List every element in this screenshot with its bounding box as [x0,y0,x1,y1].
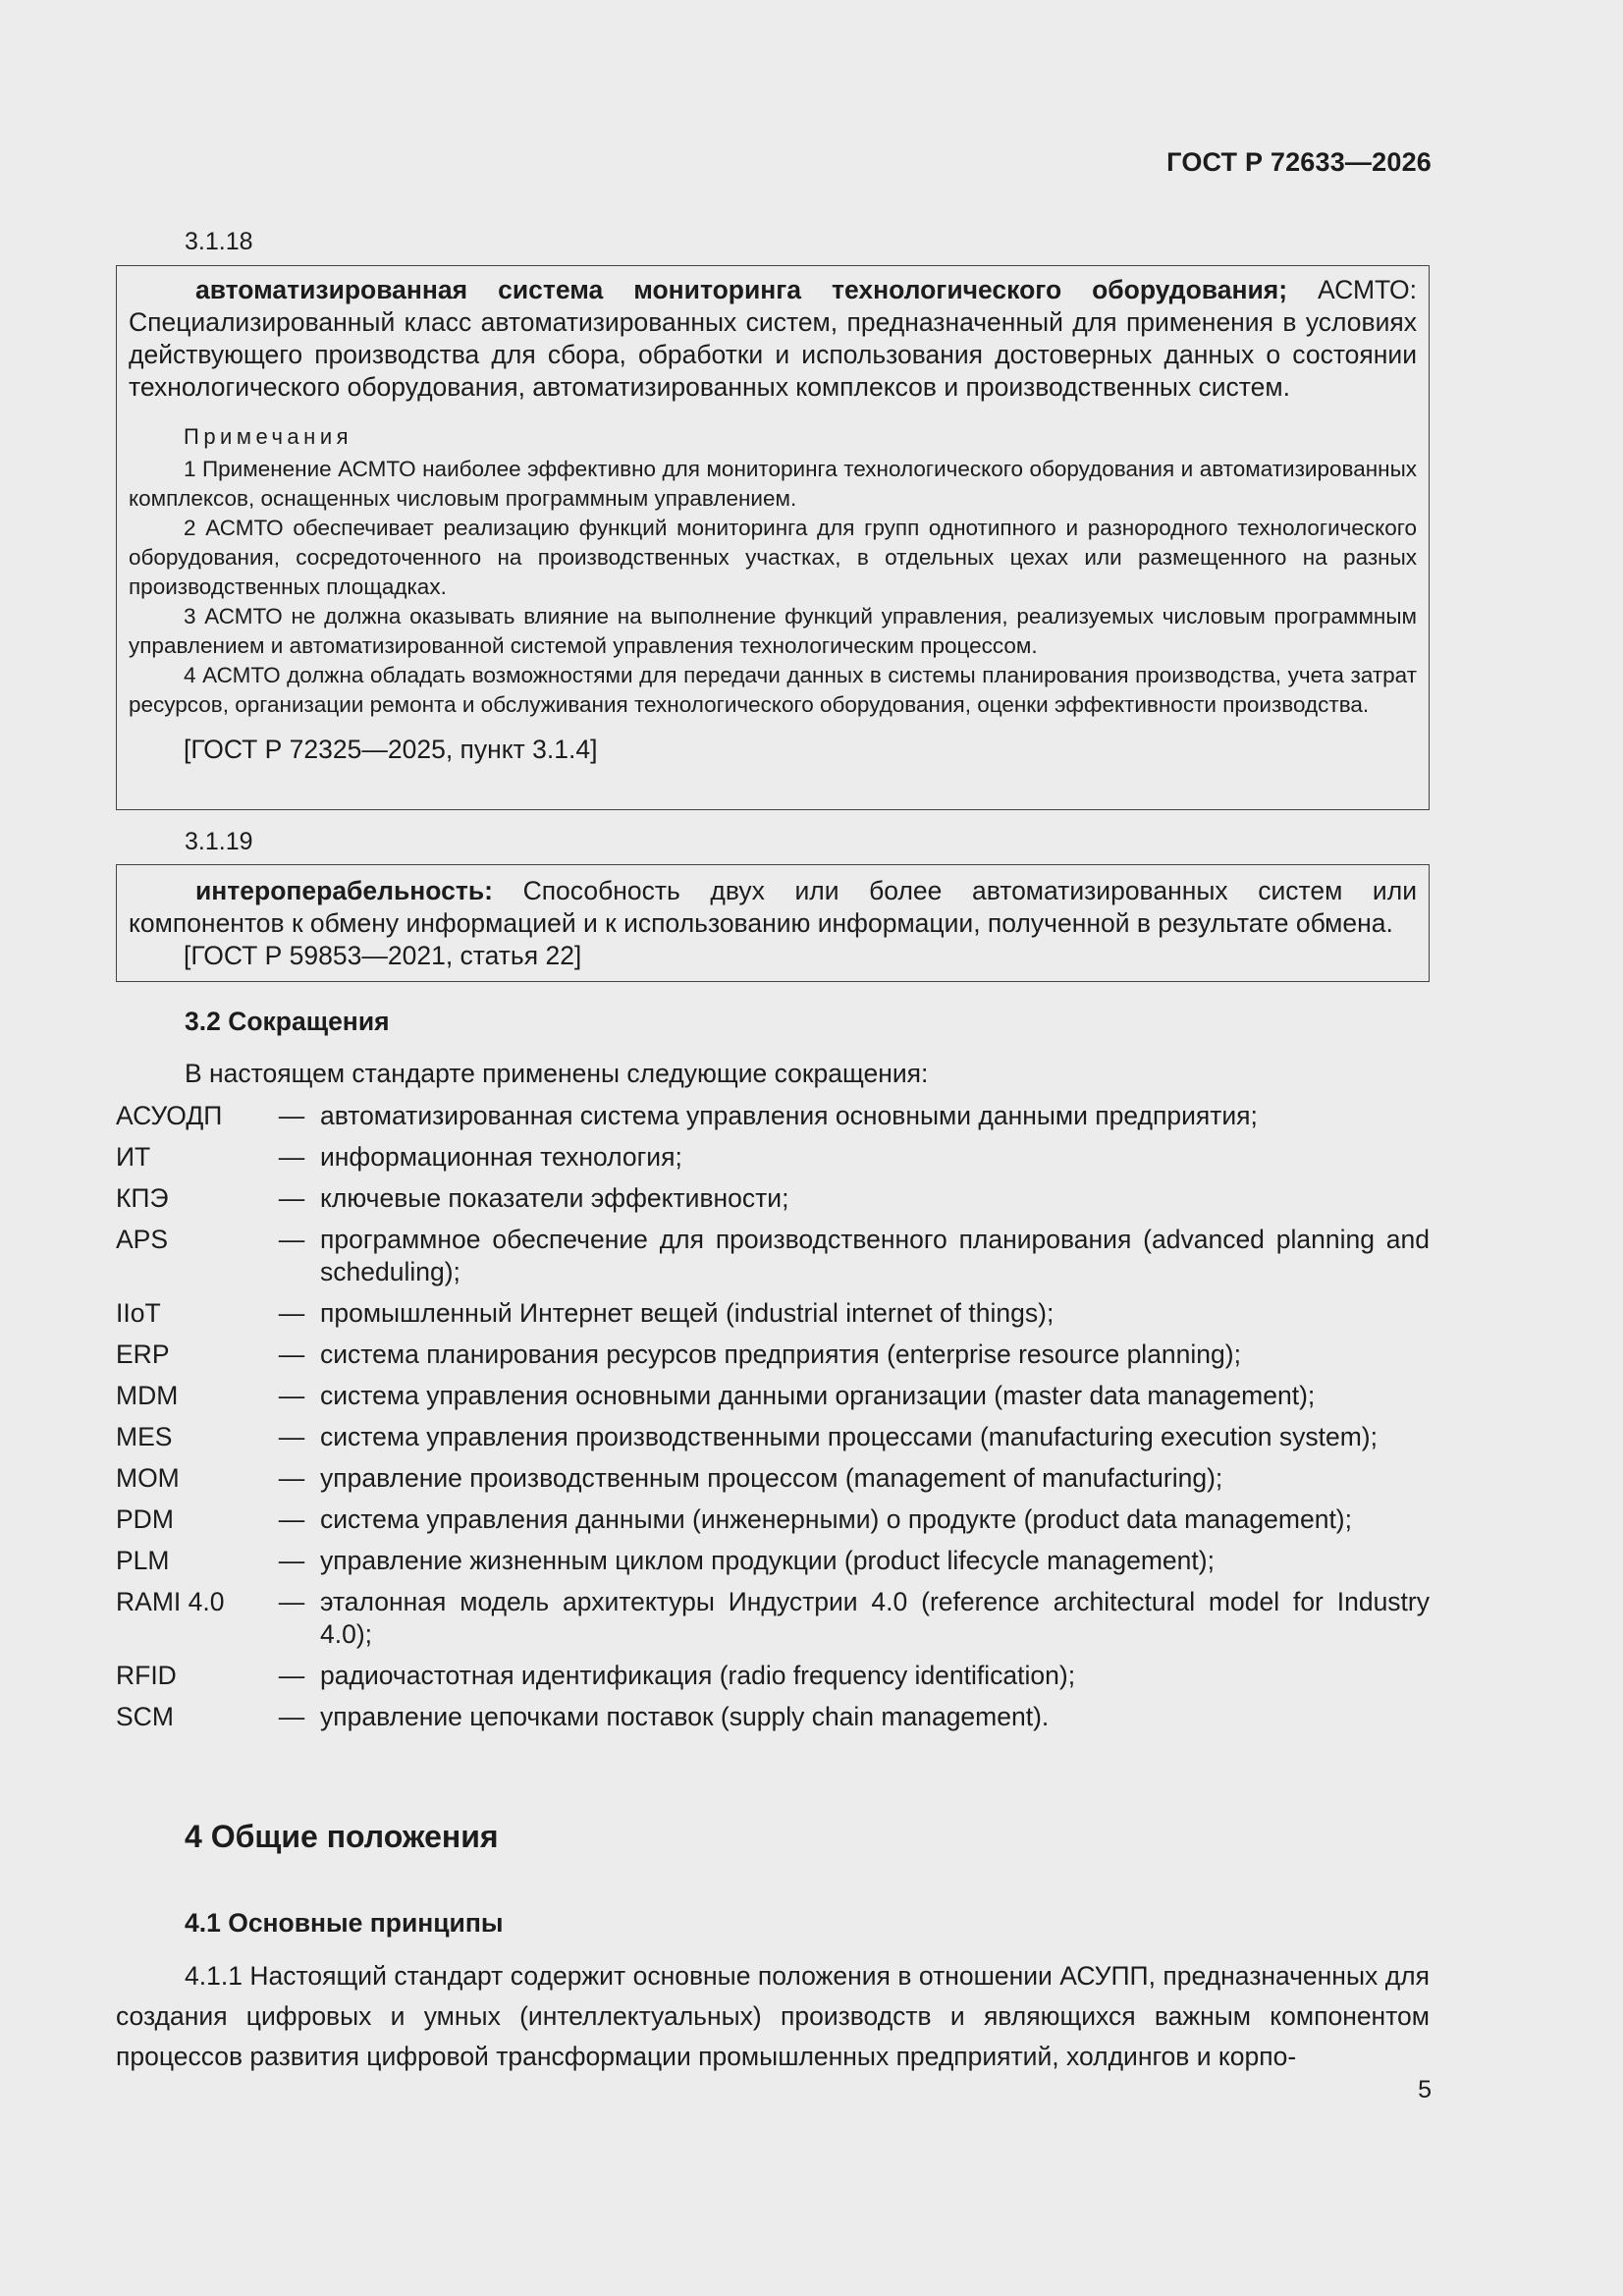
dash: — [278,1702,305,1731]
abbreviation-term: АСУОДП [116,1101,223,1130]
abbreviation-definition: программное обеспечение для производственного планирования (advanced planning and scheduling); [320,1225,1430,1286]
dash: — [278,1298,305,1328]
abbreviation-row [116,1462,1430,1495]
page-number: 5 [1418,2076,1432,2104]
dash: — [278,1142,305,1172]
dash: — [278,1339,305,1369]
source-reference: [ГОСТ Р 72325—2025, пункт 3.1.4] [184,735,598,764]
abbreviation-row [116,1297,1430,1330]
abbreviation-row [116,1100,1430,1132]
abbreviation-row [116,1141,1430,1174]
defined-term: автоматизированная система мониторинга технологического оборудования; [195,275,1288,304]
abbreviation-definition: эталонная модель архитектуры Индустрии 4.0 (reference architectural model for Industry 4.0); [320,1587,1430,1649]
abbreviation-definition: информационная технология; [320,1142,682,1172]
abbreviation-term: RAMI 4.0 [116,1587,225,1616]
dash: — [278,1546,305,1575]
abbreviation-row [116,1545,1430,1577]
dash: — [278,1587,305,1616]
note-3: 3 АСМТО не должна оказывать влияние на выполнение функций управления, реализуемых числовым программным управлением и автоматизированной системой управления технологическим процессом. [129,604,1417,658]
abbreviation-definition: управление жизненным циклом продукции (product lifecycle management); [320,1546,1215,1575]
abbreviation-definition: радиочастотная идентификация (radio frequency identification); [320,1661,1076,1690]
abbreviation-definition: управление производственным процессом (management of manufacturing); [320,1463,1223,1493]
abbreviation-term: RFID [116,1661,177,1690]
abbreviation-definition: автоматизированная система управления основными данными предприятия; [320,1101,1258,1130]
dash: — [278,1463,305,1493]
abbreviation-row [116,1503,1430,1536]
note-1: 1 Применение АСМТО наиболее эффективно для мониторинга технологического оборудования и автоматизированных комплексов, оснащенных числовым программным управлением. [129,457,1417,511]
definition-paragraph [129,274,1417,404]
abbreviation-term: APS [116,1225,169,1254]
abbreviation-row [116,1224,1430,1288]
abbreviation-term: КПЭ [116,1183,169,1213]
dash: — [278,1183,305,1213]
abbreviations-list [116,1100,1430,1742]
definition-box-3-1-18 [116,265,1430,810]
abbreviation-term: SCM [116,1702,174,1731]
abbreviation-term: PLM [116,1546,170,1575]
clause-number-3-1-19: 3.1.19 [185,828,253,855]
dash: — [278,1101,305,1130]
abbreviation-definition: система планирования ресурсов предприятия (enterprise resource planning); [320,1339,1241,1369]
abbreviation-definition: система управления данными (инженерными) о продукте (product data management); [320,1504,1352,1534]
dash: — [278,1381,305,1410]
definition-box-3-1-19 [116,864,1430,982]
abbreviation-term: MES [116,1422,173,1451]
abbreviation-definition: система управления производственными процессами (manufacturing execution system); [320,1422,1378,1451]
definition-paragraph [129,875,1417,940]
dash: — [278,1504,305,1534]
abbreviation-row [116,1586,1430,1651]
defined-term: интероперабельность: [195,876,493,905]
note-2: 2 АСМТО обеспечивает реализацию функций мониторинга для групп однотипного и разнородного технологического оборудования, сосредоточенного на производственных участках, в отдельных цехах или размещенного на разных производственных площадках. [129,516,1417,599]
abbreviation-row [116,1701,1430,1733]
definition-text: АСМТО: Специализированный класс автоматизированных систем, предназначенный для применения в условиях действующего производства для сбора, обработки и использования достоверных данных о состоянии технологического оборудования, автоматизированных комплексов и производственных систем. [129,275,1418,402]
note-4: 4 АСМТО должна обладать возможностями для передачи данных в системы планирования производства, учета затрат ресурсов, организации ремонта и обслуживания технологического оборудования, оценки эффективности производства. [129,663,1417,717]
abbreviation-term: MDM [116,1381,179,1410]
abbreviation-definition: промышленный Интернет вещей (industrial internet of things); [320,1298,1055,1328]
definition-text: Способность двух или более автоматизированных систем или компонентов к обмену информацией и к использованию информации, полученной в результате обмена. [129,876,1417,938]
dash: — [278,1225,305,1254]
abbreviation-term: MOM [116,1463,180,1493]
clause-number-3-1-18: 3.1.18 [185,228,253,255]
abbreviation-term: ERP [116,1339,170,1369]
abbreviation-row [116,1380,1430,1412]
abbreviation-term: PDM [116,1504,174,1534]
section-heading-3-2: 3.2 Сокращения [185,1007,390,1036]
dash: — [278,1422,305,1451]
abbreviation-definition: ключевые показатели эффективности; [320,1183,789,1213]
document-header: ГОСТ Р 72633—2026 [1166,147,1432,177]
abbreviation-row [116,1182,1430,1215]
abbreviation-definition: управление цепочками поставок (supply chain management). [320,1702,1050,1731]
abbreviation-row [116,1339,1430,1371]
source-reference: [ГОСТ Р 59853—2021, статья 22] [184,941,582,970]
abbreviation-term: ИТ [116,1142,151,1172]
abbreviation-term: IIoT [116,1298,161,1328]
abbreviations-intro: В настоящем стандарте применены следующие сокращения: [185,1059,929,1088]
abbreviation-definition: система управления основными данными организации (master data management); [320,1381,1316,1410]
section-heading-4-1: 4.1 Основные принципы [185,1908,504,1938]
paragraph-4-1-1: 4.1.1 Настоящий стандарт содержит основные положения в отношении АСУПП, предназначенных для создания цифровых и умных (интеллектуальных) производств и являющихся важным компонентом процессов развития цифровой трансформации промышленных предприятий, холдингов и корпо- [116,1961,1430,2071]
abbreviation-row [116,1660,1430,1692]
section-heading-4: 4 Общие положения [185,1819,499,1854]
notes-title: Примечания [184,424,353,449]
abbreviation-row [116,1421,1430,1453]
dash: — [278,1661,305,1690]
